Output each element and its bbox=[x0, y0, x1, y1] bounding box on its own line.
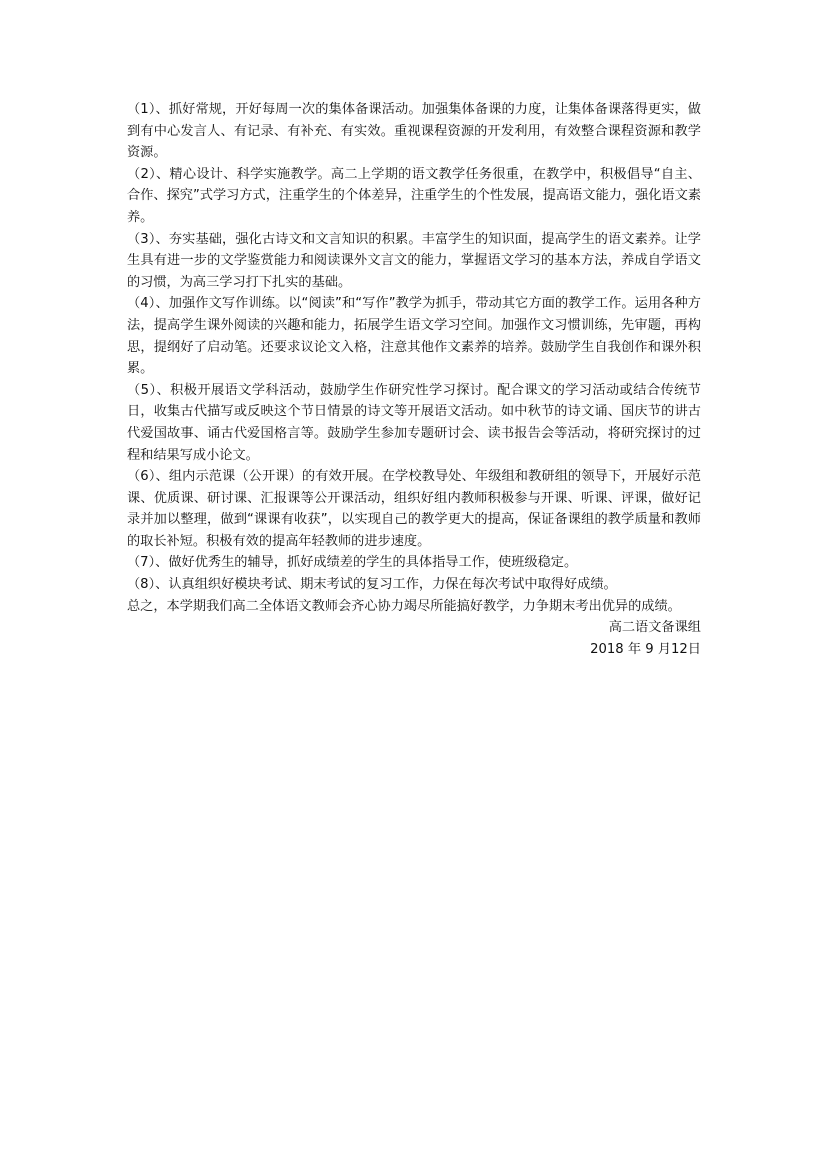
paragraph-5: （5）、积极开展语文学科活动，鼓励学生作研究性学习探讨。配合课文的学习活动或结合传统节日，收集古代描写或反映这个节日情景的诗文等开展语文活动。如中秋节的诗文诵、国庆节的讲古代爱国故事、诵古代爱国格言等。鼓励学生参加专题研讨会、读书报告会等活动，将研究探讨的过程和结果写成小论文。 bbox=[127, 382, 701, 463]
paragraph-4: （4）、加强作文写作训练。以“阅读”和“写作”教学为抓手，带动其它方面的教学工作。运用各种方法，提高学生课外阅读的兴趣和能力，拓展学生语文学习空间。加强作文习惯训练，先审题，再构思，提纲好了启动笔。还要求议论文入格，注意其他作文素养的培养。鼓励学生自我创作和课外积累。 bbox=[127, 296, 701, 377]
signature-date: 2018 年 9 月12日 bbox=[590, 641, 701, 657]
paragraph-1: （1）、抓好常规，开好每周一次的集体备课活动。加强集体备课的力度，让集体备课落得更实，做到有中心发言人、有记录、有补充、有实效。重视课程资源的开发利用，有效整合课程资源和教学资源。 bbox=[127, 102, 701, 161]
paragraph-8: （8）、认真组织好模块考试、期末考试的复习工作，力保在每次考试中取得好成绩。 bbox=[127, 577, 617, 593]
paragraph-7: （7）、做好优秀生的辅导，抓好成绩差的学生的具体指导工作，使班级稳定。 bbox=[127, 555, 578, 571]
paragraph-2: （2）、精心设计、科学实施教学。高二上学期的语文教学任务很重，在教学中，积极倡导“自主、合作、探究”式学习方式，注重学生的个体差异，注重学生的个性发展，提高语文能力，强化语文素养。 bbox=[127, 166, 701, 225]
document-body bbox=[127, 99, 701, 660]
paragraph-6: （6）、组内示范课（公开课）的有效开展。在学校教导处、年级组和教研组的领导下，开展好示范课、优质课、研讨课、汇报课等公开课活动，组织好组内教师积极参与开课、听课、评课，做好记录并加以整理，做到“课课有收获”，以实现自己的教学更大的提高，保证备课组的教学质量和教师的取长补短。积极有效的提高年轻教师的进步速度。 bbox=[127, 469, 701, 549]
paragraph-summary: 总之，本学期我们高二全体语文教师会齐心协力竭尽所能搞好教学，力争期末考出优异的成绩。 bbox=[127, 598, 681, 614]
signature-group: 高二语文备课组 bbox=[608, 620, 701, 636]
paragraph-3: （3）、夯实基础，强化古诗文和文言知识的积累。丰富学生的知识面，提高学生的语文素养。让学生具有进一步的文学鉴赏能力和阅读课外文言文的能力，掌握语文学习的基本方法，养成自学语文的习惯，为高三学习打下扎实的基础。 bbox=[127, 231, 701, 290]
